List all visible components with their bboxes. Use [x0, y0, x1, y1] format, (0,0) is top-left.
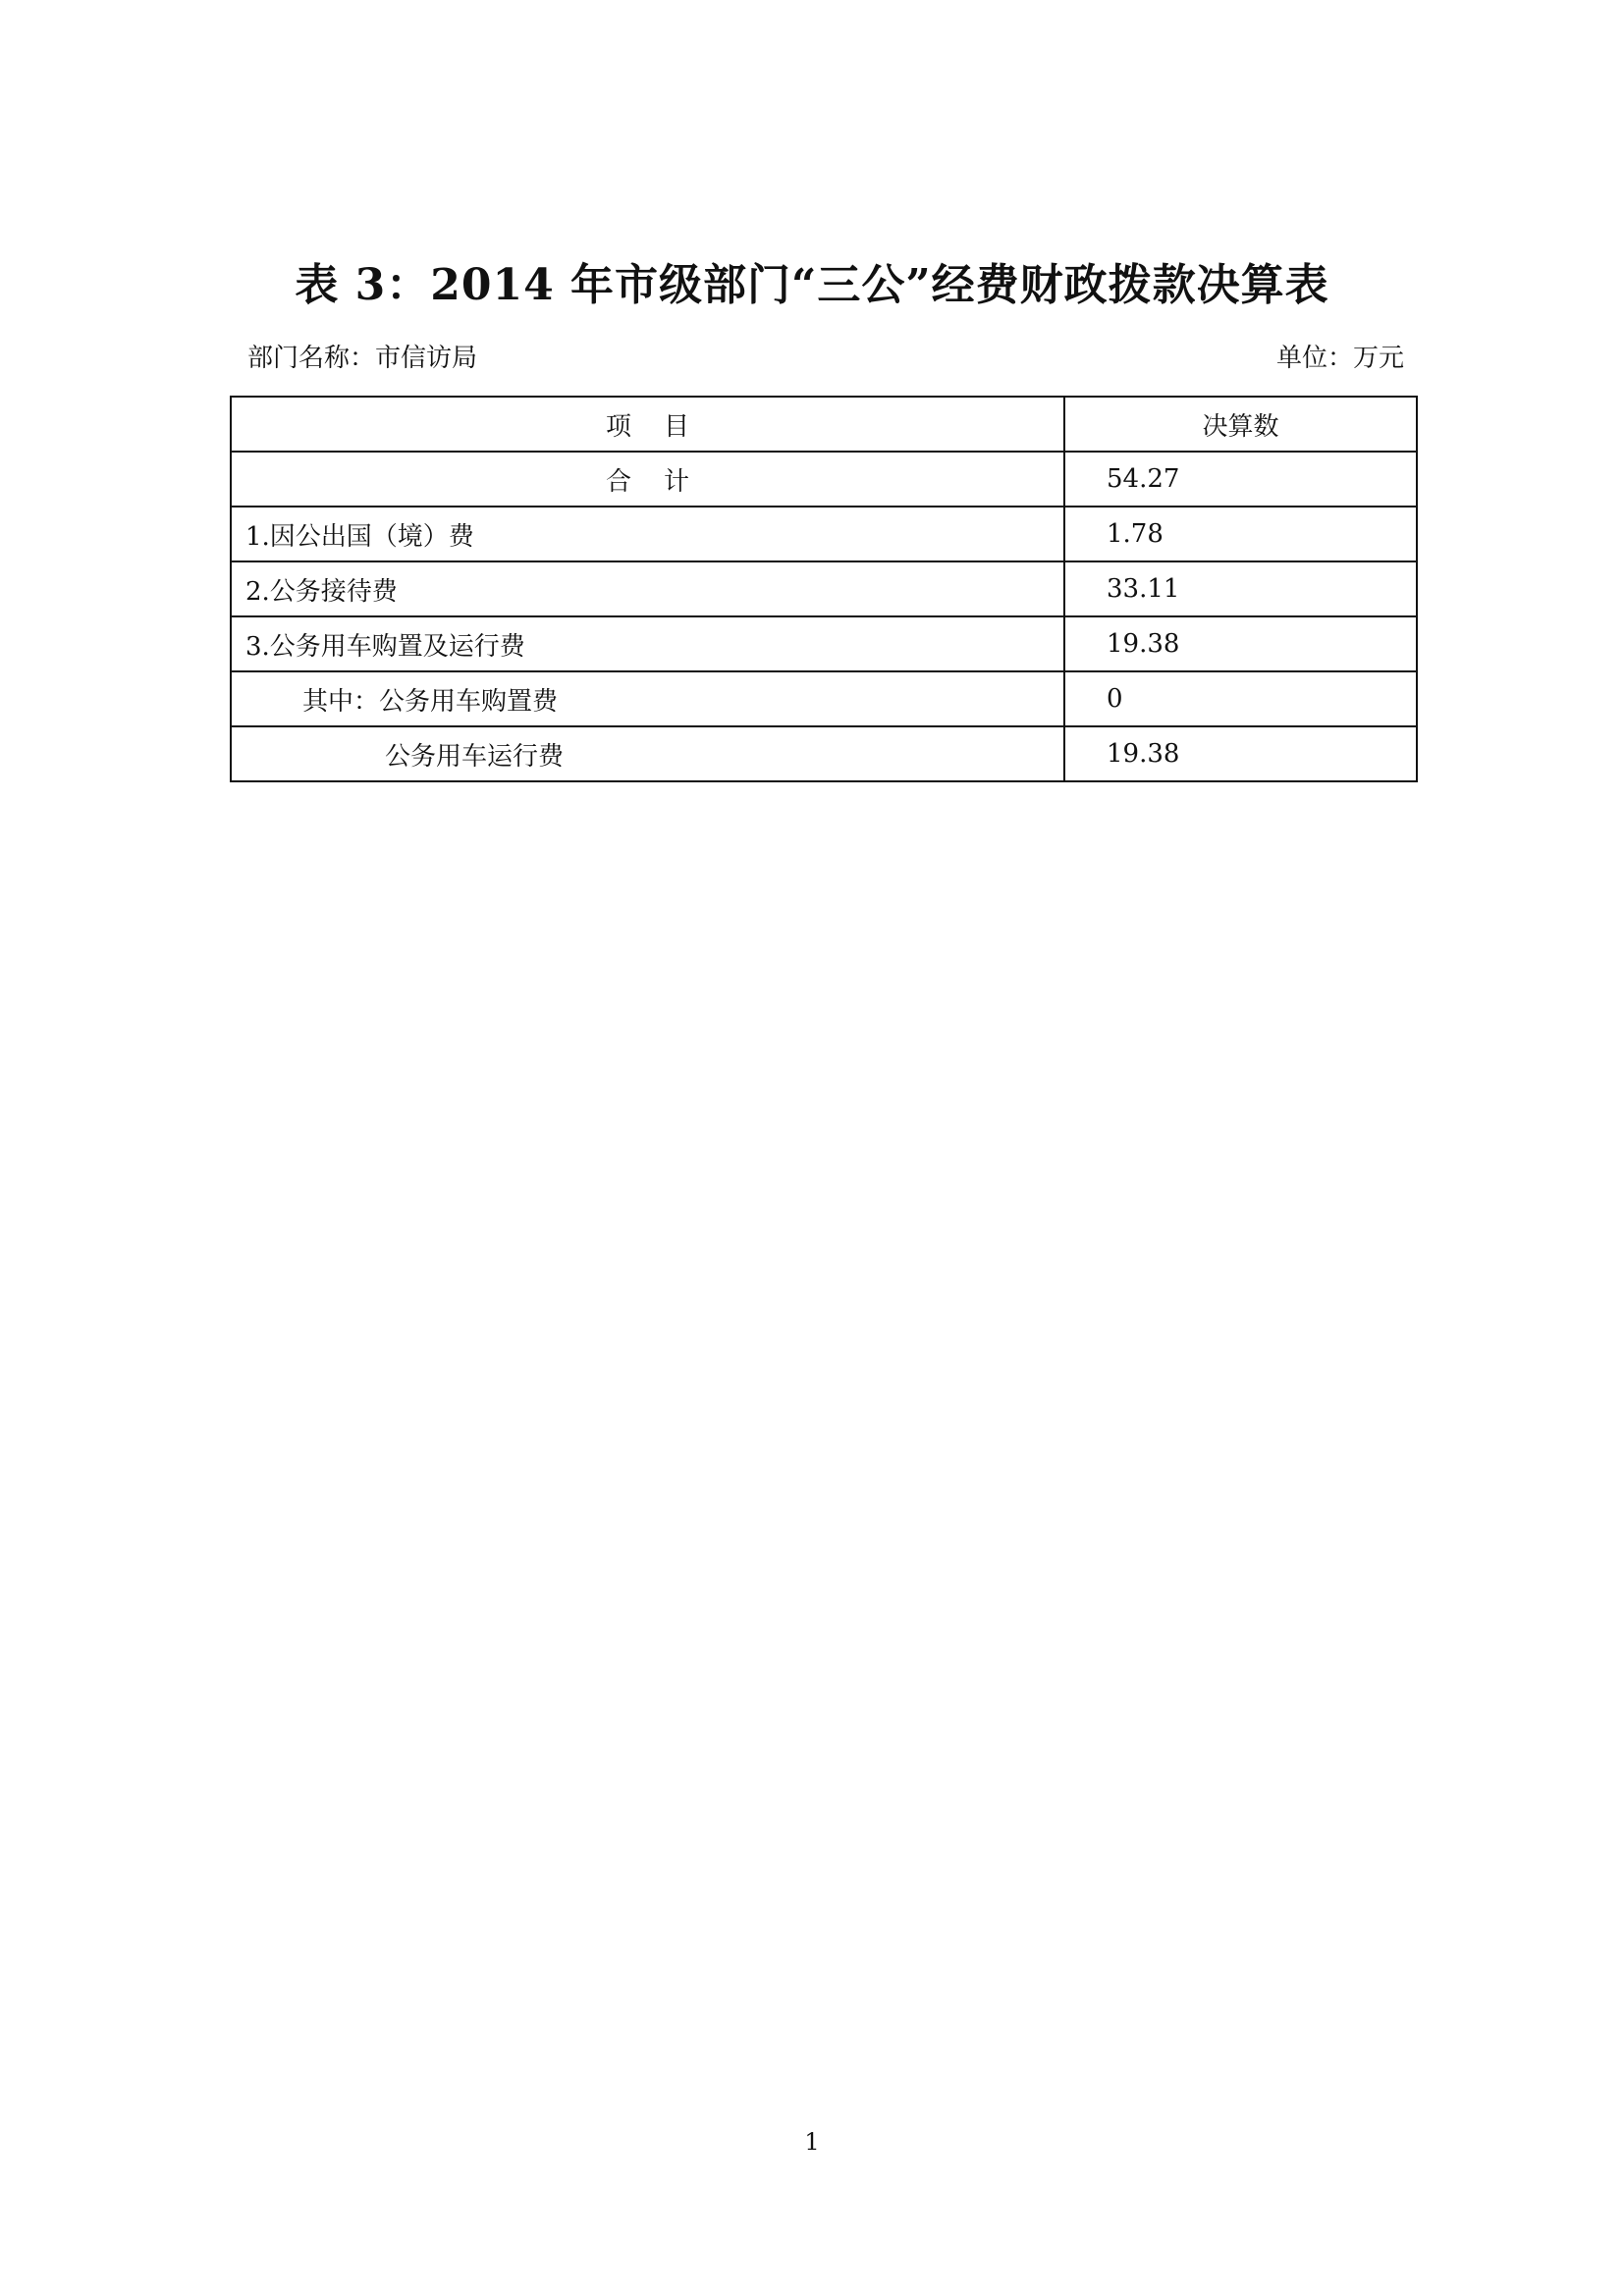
total-value: 54.27 [1064, 452, 1417, 507]
table-row [231, 561, 1417, 616]
header-item: 项 目 [231, 397, 1064, 452]
document-title: 表 3：2014 年市级部门“三公”经费财政拨款决算表 [295, 260, 1329, 310]
row-value-vehicle-operation: 19.38 [1064, 726, 1417, 781]
row-label-vehicle-operation: 公务用车运行费 [231, 726, 1064, 781]
department-name: 部门名称：市信访局 [247, 344, 478, 373]
row-label-overseas: 1.因公出国（境）费 [231, 507, 1064, 561]
unit-label: 单位：万元 [1275, 344, 1404, 373]
table-row [231, 616, 1417, 671]
row-value-reception: 33.11 [1064, 561, 1417, 616]
row-value-vehicle-purchase: 0 [1064, 671, 1417, 726]
expense-table [230, 396, 1418, 782]
page-number: 1 [804, 2128, 820, 2156]
table-row [231, 671, 1417, 726]
table-row [231, 726, 1417, 781]
table-row [231, 507, 1417, 561]
row-label-reception: 2.公务接待费 [231, 561, 1064, 616]
table-row-total [231, 452, 1417, 507]
row-value-vehicle: 19.38 [1064, 616, 1417, 671]
row-label-vehicle-purchase: 其中：公务用车购置费 [231, 671, 1064, 726]
header-amount: 决算数 [1064, 397, 1417, 452]
row-value-overseas: 1.78 [1064, 507, 1417, 561]
table-header-row [231, 397, 1417, 452]
total-label: 合 计 [231, 452, 1064, 507]
row-label-vehicle: 3.公务用车购置及运行费 [231, 616, 1064, 671]
